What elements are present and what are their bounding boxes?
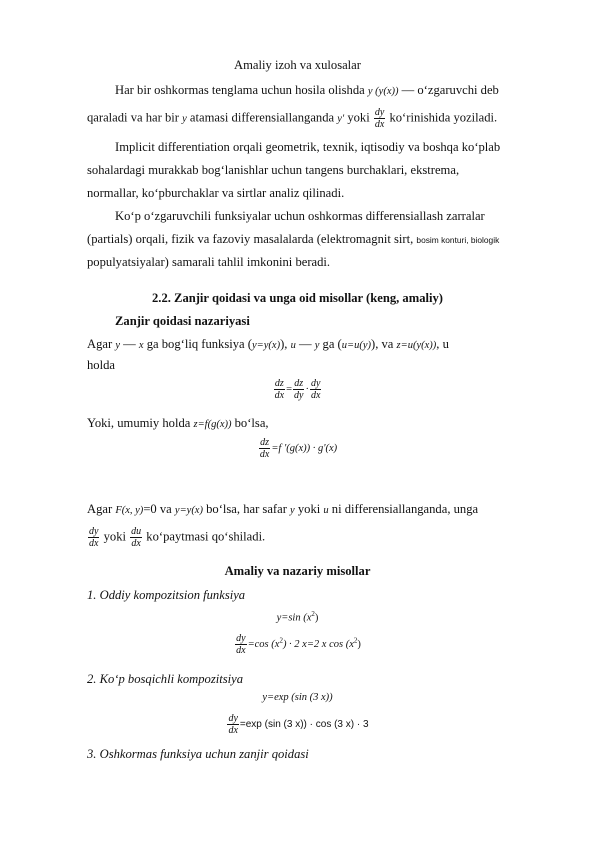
multiply-sign: · bbox=[305, 383, 309, 395]
math-inline: y bbox=[314, 340, 320, 351]
fraction-numerator: dy bbox=[89, 526, 99, 537]
fraction-denominator: dx bbox=[259, 449, 270, 460]
paragraph-2-line-3: normallar, ko‘pburchaklar va sirtlar analiz qilinadi. bbox=[87, 186, 345, 200]
text: yoki bbox=[344, 110, 373, 125]
fraction-numerator: dy bbox=[310, 378, 321, 389]
fraction-numerator: dy bbox=[228, 713, 238, 724]
math-inline: F(x, y) bbox=[115, 505, 144, 516]
equation: y=exp (sin (3 x)) bbox=[262, 692, 333, 703]
superscript: 2 bbox=[353, 636, 358, 645]
fraction bbox=[227, 713, 238, 736]
math-inline: y=y(x) bbox=[252, 340, 281, 351]
text: yoki bbox=[294, 502, 324, 516]
fraction-numerator: dz bbox=[294, 378, 304, 389]
paren: ) bbox=[357, 638, 361, 650]
example-1-title: 1. Oddiy kompozitsion funksiya bbox=[87, 588, 246, 602]
fraction-denominator: dx bbox=[228, 725, 238, 736]
text: Agar bbox=[87, 502, 116, 516]
equation-rhs: =cos (x bbox=[247, 638, 280, 650]
fraction bbox=[274, 378, 285, 401]
text: =0 va bbox=[143, 502, 175, 516]
superscript: 2 bbox=[279, 636, 283, 645]
fraction bbox=[374, 107, 385, 130]
fraction-numerator: du bbox=[131, 526, 142, 537]
math-inline: x bbox=[138, 340, 144, 351]
math-inline: y bbox=[290, 505, 295, 516]
page-title: Amaliy izoh va xulosalar bbox=[234, 58, 361, 72]
example-1-equation-a bbox=[0, 610, 595, 624]
text: qaraladi va har bir bbox=[87, 110, 183, 125]
paragraph-3-line-3: populyatsiyalar) samarali tahlil imkonini beradi. bbox=[87, 255, 331, 269]
fraction-denominator: dx bbox=[274, 390, 285, 401]
math-inline: y' bbox=[337, 113, 345, 125]
equation-rhs: ) · 2 x=2 x cos (x bbox=[282, 638, 354, 650]
text: — bbox=[120, 337, 139, 351]
fraction-numerator: dz bbox=[274, 378, 284, 389]
equation-rhs: =f '(g(x)) · g'(x) bbox=[271, 442, 338, 454]
text: — bbox=[295, 337, 315, 351]
math-inline: z=f(g(x)) bbox=[193, 419, 232, 430]
fraction-numerator: dy bbox=[236, 633, 246, 644]
fraction bbox=[88, 526, 99, 549]
text: (partials) orqali, fizik va fazoviy masalalarda (elektromagnit sirt, bbox=[87, 232, 417, 246]
math-inline: u=u(y) bbox=[341, 340, 372, 351]
text: ni differensiallanganda, unga bbox=[328, 502, 479, 516]
paragraph-1-line-2 bbox=[87, 107, 497, 130]
section-heading: 2.2. Zanjir qoidasi va unga oid misollar (keng, amaliy) bbox=[152, 291, 443, 305]
fraction bbox=[130, 526, 142, 549]
math-inline: y bbox=[115, 340, 120, 351]
example-2-equation-a bbox=[0, 692, 595, 703]
fraction-denominator: dx bbox=[89, 538, 99, 549]
paren: ) bbox=[314, 612, 319, 624]
text: ), bbox=[280, 337, 291, 351]
fraction-denominator: dx bbox=[374, 119, 385, 130]
text: — o‘zgaruvchi deb bbox=[398, 83, 499, 97]
math-inline: z=u(y(x)) bbox=[396, 340, 437, 351]
math-inline: u bbox=[290, 340, 296, 351]
implicit-chain-line-2 bbox=[87, 526, 265, 549]
equation-rhs: =sin (x bbox=[281, 612, 312, 624]
paragraph-3-line-1: Ko‘p o‘zgaruvchili funksiyalar uchun oshkormas differensiallash zarralar bbox=[115, 209, 485, 223]
paragraph-2-line-1: Implicit differentiation orqali geometrik, texnik, iqtisodiy va boshqa ko‘plab bbox=[115, 140, 501, 154]
example-2-title: 2. Ko‘p bosqichli kompozitsiya bbox=[87, 672, 244, 686]
text: , u bbox=[436, 337, 449, 351]
text: ga ( bbox=[319, 337, 342, 351]
chain-rule-intro-line-2: holda bbox=[87, 358, 115, 372]
paragraph-2-line-2: sohalardagi murakkab bog‘lanishlar uchun tangens burchaklari, ekstrema, bbox=[87, 163, 460, 177]
small-text: bosim konturi, biologik bbox=[416, 235, 500, 245]
text: Agar bbox=[87, 337, 116, 351]
fraction bbox=[310, 378, 321, 401]
examples-heading: Amaliy va nazariy misollar bbox=[224, 564, 371, 578]
math-inline: u bbox=[323, 505, 329, 516]
equation-chain-rule bbox=[0, 378, 595, 401]
text: ga bog‘liq funksiya ( bbox=[143, 337, 252, 351]
math-inline: y bbox=[182, 113, 187, 125]
fraction-numerator: dz bbox=[260, 437, 270, 448]
equation-general-chain-rule bbox=[0, 437, 595, 460]
text: bo‘lsa, har safar bbox=[202, 502, 291, 516]
text: Yoki, umumiy holda bbox=[87, 416, 194, 430]
fraction bbox=[293, 378, 304, 401]
fraction bbox=[259, 437, 270, 460]
equation-lhs: y bbox=[276, 612, 282, 624]
general-form-line bbox=[87, 415, 269, 433]
superscript: 2 bbox=[311, 610, 315, 618]
example-2-equation-b bbox=[0, 713, 595, 736]
text: ), va bbox=[371, 337, 397, 351]
implicit-chain-line-1 bbox=[87, 501, 478, 519]
text: ko‘paytmasi qo‘shiladi. bbox=[143, 529, 266, 544]
math-inline: y (y(x)) bbox=[367, 86, 399, 97]
fraction-denominator: dy bbox=[293, 390, 304, 401]
fraction bbox=[235, 633, 246, 656]
example-3-title: 3. Oshkormas funksiya uchun zanjir qoidasi bbox=[87, 747, 309, 761]
subsection-heading: Zanjir qoidasi nazariyasi bbox=[115, 314, 250, 328]
text: atamasi differensiallanganda bbox=[186, 110, 338, 125]
example-1-equation-b bbox=[0, 633, 595, 656]
text: Har bir oshkormas tenglama uchun hosila olishda bbox=[115, 83, 368, 97]
math-inline: y=y(x) bbox=[174, 505, 203, 516]
text: ko‘rinishida yoziladi. bbox=[386, 110, 498, 125]
equals-sign: = bbox=[286, 383, 292, 395]
fraction-denominator: dx bbox=[131, 538, 141, 549]
chain-rule-intro-line-1 bbox=[87, 336, 449, 354]
text: bo‘lsa, bbox=[231, 416, 269, 430]
fraction-denominator: dx bbox=[236, 645, 246, 656]
text: yoki bbox=[100, 529, 130, 544]
paragraph-3-line-2 bbox=[87, 231, 499, 248]
equation-rhs: =exp (sin (3 x)) · cos (3 x) · 3 bbox=[239, 718, 369, 730]
fraction-denominator: dx bbox=[310, 390, 321, 401]
paragraph-1-line-1 bbox=[115, 82, 499, 100]
fraction-numerator: dy bbox=[374, 107, 385, 118]
